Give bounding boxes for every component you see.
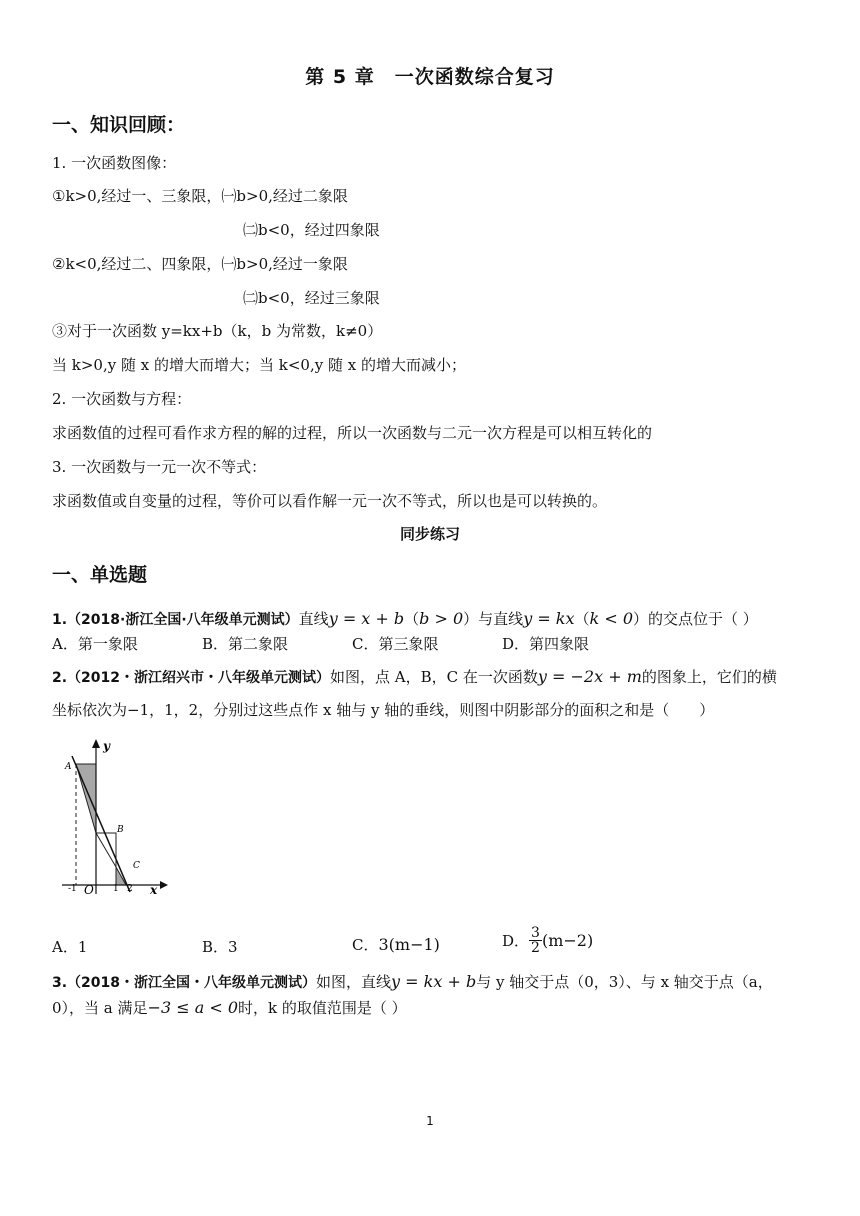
q3-math-2: −3 ≤ a < 0 [147,998,238,1017]
question-1-stem [52,608,758,629]
question-3-stem-line2 [52,997,407,1018]
q3-text-4: 时，k 的取值范围是（ ） [238,999,407,1017]
knowledge-1-line2: ㈡b<0，经过四象限 [243,221,380,239]
tick-1: 1 [113,884,119,894]
question-1-source: 1.（2018·浙江全国·八年级单元测试） [52,612,299,628]
q1-math-3: y = kx [523,609,575,628]
q2-option-a[interactable]: A．1 [52,938,88,956]
x-axis-arrow [160,881,168,889]
page-title: 第 5 章 一次函数综合复习 [305,66,555,88]
shaded-triangle-a [76,764,96,833]
q2-option-c[interactable] [352,934,440,955]
question-2-stem [52,666,777,687]
point-c-label: C [133,861,140,871]
q3-text-1: 如图，直线 [316,973,392,991]
q2-option-c-label: C． [352,936,379,954]
practice-title: 同步练习 [399,525,460,543]
y-axis-label: y [103,739,110,753]
q1-option-d[interactable]: D．第四象限 [502,635,590,653]
knowledge-2-heading: 2. 一次函数与方程： [52,390,192,408]
q1-text-5: ）的交点位于（ ） [633,610,758,628]
knowledge-1-line5: ③对于一次函数 y=kx+b（k，b 为常数，k≠0） [52,322,383,340]
q1-text-1: 直线 [298,610,329,628]
fraction-denominator: 2 [531,940,540,956]
knowledge-1-line4: ㈡b<0，经过三象限 [243,289,380,307]
knowledge-1-line1: ①k>0,经过一、三象限，㈠b>0,经过二象限 [52,187,348,205]
question-3-stem [52,971,773,992]
origin-label: O [84,883,94,894]
q1-text-3: ）与直线 [463,610,524,628]
q2-math-1: y = −2x + m [537,667,642,686]
q1-option-c[interactable]: C．第三象限 [352,635,439,653]
q2-option-d-math: (m−2) [541,931,594,950]
knowledge-1-line3: ②k<0,经过二、四象限，㈠b>0,经过一象限 [52,255,348,273]
q1-math-1: y = x + b [328,609,405,628]
q3-text-2: 与 y 轴交于点（0，3）、与 x 轴交于点（a， [476,973,773,991]
knowledge-2-body: 求函数值的过程可看作求方程的解的过程，所以一次函数与二元一次方程是可以相互转化的 [52,424,653,442]
function-line [72,756,130,892]
q2-option-d-fraction [529,926,542,955]
section-heading-review: 一、知识回顾： [52,114,186,136]
q1-option-b[interactable]: B．第二象限 [202,635,289,653]
q1-option-a[interactable]: A．第一象限 [52,635,138,653]
knowledge-1-heading: 1. 一次函数图像： [52,154,177,172]
x-axis-label: x [150,883,158,894]
tick-2: 2 [127,884,133,894]
fraction-numerator: 3 [531,925,540,941]
q1-math-2: b > 0 [419,609,464,628]
tick-neg1: -1 [68,884,77,894]
q2-text-1: 如图，点 A，B，C 在一次函数 [330,668,538,686]
q1-math-4: k < 0 [589,609,633,628]
q1-text-4: （ [574,610,590,628]
y-axis-arrow [92,739,100,748]
q2-figure [58,736,170,894]
knowledge-1-line6: 当 k>0,y 随 x 的增大而增大；当 k<0,y 随 x 的增大而减小； [52,356,466,374]
knowledge-3-body: 求函数值或自变量的过程，等价可以看作解一元一次不等式，所以也是可以转换的。 [52,492,608,510]
q2-text-2: 的图象上，它们的横 [641,668,777,686]
point-b-label: B [117,825,124,835]
knowledge-3-heading: 3. 一次函数与一元一次不等式： [52,458,267,476]
q1-text-2: （ [404,610,420,628]
q2-option-c-math: 3(m−1) [378,935,440,954]
q2-option-d[interactable] [502,926,593,955]
page-number: 1 [426,1114,434,1128]
question-2-stem-line2: 坐标依次为−1，1，2，分别过这些点作 x 轴与 y 轴的垂线，则图中阴影部分的面积之和是（ ） [52,701,715,719]
question-3-source: 3.（2018・浙江全国・八年级单元测试） [52,975,317,991]
q2-option-d-label: D． [502,932,530,950]
q3-text-3: 0），当 a 满足 [52,999,148,1017]
point-a-label: A [65,762,72,772]
question-2-source: 2.（2012・浙江绍兴市・八年级单元测试） [52,670,331,686]
q3-math-1: y = kx + b [391,972,477,991]
q2-option-b[interactable]: B．3 [202,938,238,956]
section-heading-single-choice: 一、单选题 [52,564,148,586]
